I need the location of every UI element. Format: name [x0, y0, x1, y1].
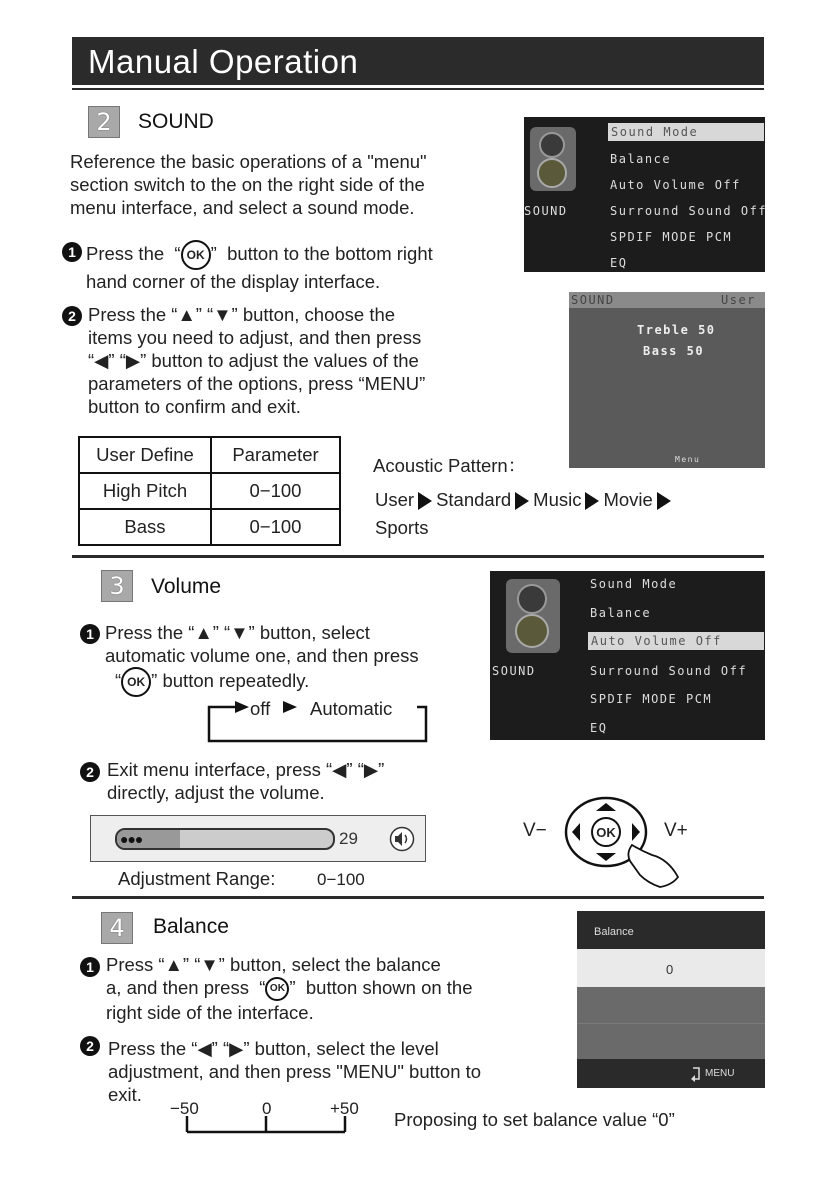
- speaker-icon: [504, 577, 564, 657]
- step-text: Exit menu interface, press “◀” “▶”: [107, 759, 385, 780]
- page-header: [72, 37, 764, 85]
- table-cell: 0−100: [211, 509, 340, 545]
- mode-movie: Movie: [603, 489, 653, 510]
- mode-sports: Sports: [375, 517, 429, 538]
- step-text: Press the: [86, 242, 165, 264]
- step-text: button to confirm and exit.: [88, 396, 301, 417]
- scale-max: +50: [330, 1099, 359, 1118]
- table-cell: Bass: [79, 509, 211, 545]
- menu-item[interactable]: SPDIF MODE PCM: [610, 230, 733, 244]
- volume-step2: [107, 758, 497, 804]
- step-text: parameters of the options, press “MENU”: [88, 373, 426, 394]
- arrow-right-icon: [418, 492, 432, 510]
- speaker-volume-icon: [389, 826, 415, 852]
- step-text: items you need to adjust, and then press: [88, 327, 422, 348]
- arrow-right-icon: [657, 492, 671, 510]
- cycle-automatic: Automatic: [310, 698, 393, 719]
- intro-line: section switch to the on the right side of the: [70, 174, 425, 195]
- section-number-badge: 2: [88, 106, 120, 138]
- screen-footer: Menu: [675, 455, 701, 464]
- range-label: Adjustment Range:: [118, 868, 276, 889]
- menu-item[interactable]: Auto Volume Off: [610, 178, 741, 192]
- menu-item[interactable]: EQ: [590, 721, 608, 735]
- step-number: 2: [62, 306, 82, 326]
- acoustic-pattern-cycle: [375, 486, 775, 542]
- arrow-right-icon: [515, 492, 529, 510]
- section-divider: [72, 555, 764, 558]
- balance-screen-title: Balance: [594, 926, 634, 938]
- ok-button-icon: OK: [181, 240, 211, 270]
- menu-item-selected[interactable]: Auto Volume Off: [588, 632, 764, 650]
- intro-line: menu interface, and select a sound mode.: [70, 197, 415, 218]
- ok-button-icon: OK: [265, 977, 289, 1001]
- step-number: 2: [80, 1036, 100, 1056]
- volume-slider[interactable]: ●●●: [115, 828, 335, 850]
- step-text: a, and then press: [106, 977, 249, 998]
- sound-menu-screen: [524, 117, 768, 272]
- remote-ok-label: OK: [596, 825, 616, 840]
- step-text: button to the bottom right: [227, 242, 433, 264]
- arrow-right-icon: [585, 492, 599, 510]
- section-divider: [72, 896, 764, 899]
- screen-title: SOUND: [571, 293, 615, 307]
- speaker-icon: [528, 125, 580, 195]
- range-value: 0−100: [317, 870, 365, 889]
- sound-step1: Press the “ OK ” button to the bottom right hand corner of the display interface.: [86, 240, 516, 293]
- section-number-badge: 4: [101, 912, 133, 944]
- treble-value: Treble 50: [637, 323, 716, 337]
- step-number: 1: [80, 957, 100, 977]
- volume-up-label: V+: [664, 820, 688, 841]
- step-number: 1: [62, 242, 82, 262]
- table-row: [79, 509, 340, 545]
- menu-item[interactable]: Balance: [590, 606, 652, 620]
- scale-mid: 0: [262, 1099, 272, 1118]
- balance-screen-footer: MENU: [705, 1068, 735, 1079]
- ok-button-icon: OK: [121, 667, 151, 697]
- table-cell: High Pitch: [79, 473, 211, 509]
- balance-note: Proposing to set balance value “0”: [394, 1109, 675, 1130]
- page-title: Manual Operation: [88, 43, 359, 80]
- menu-label: SOUND: [492, 664, 536, 678]
- step-text: adjustment, and then press "MENU" button to: [108, 1061, 482, 1082]
- menu-item[interactable]: Surround Sound Off: [590, 664, 748, 678]
- acoustic-pattern-label: Acoustic Pattern：: [373, 455, 527, 476]
- step-text: exit.: [108, 1084, 142, 1105]
- step-text: “◀” “▶” button to adjust the values of the: [88, 350, 419, 371]
- mode-user: User: [375, 489, 415, 510]
- balance-step1: Press “▲” “▼” button, select the balance a, and then press “ OK ” button shown on the right side of the interface.: [106, 953, 566, 1024]
- menu-item[interactable]: Surround Sound Off: [610, 204, 768, 218]
- step-text: Press the “◀” “▶” button, select the level: [108, 1038, 439, 1059]
- bass-value: Bass 50: [643, 344, 705, 358]
- menu-item-selected[interactable]: Sound Mode: [608, 123, 764, 141]
- step-text: automatic volume one, and then press: [105, 645, 419, 666]
- volume-step1: Press the “▲” “▼” button, select automatic volume one, and then press “ OK ” button repeatedly.: [105, 621, 495, 697]
- sound-intro: [70, 150, 510, 219]
- volume-menu-screen: [490, 571, 765, 740]
- step-text: right side of the interface.: [106, 1002, 314, 1024]
- scale-min: −50: [170, 1099, 199, 1118]
- step-text: button shown on the: [305, 977, 473, 998]
- cycle-off: off: [250, 698, 271, 719]
- table-row: [79, 473, 340, 509]
- step-text: Press the “▲” “▼” button, select: [105, 622, 370, 643]
- header-rule: [72, 88, 764, 90]
- balance-step2: [108, 1037, 568, 1106]
- table-header-row: [79, 437, 340, 473]
- remote-dpad-icon: [560, 795, 690, 890]
- table-header: Parameter: [211, 437, 340, 473]
- section-title-volume: Volume: [151, 575, 222, 598]
- menu-item[interactable]: SPDIF MODE PCM: [590, 692, 713, 706]
- step-text: Press the “▲” “▼” button, choose the: [88, 304, 396, 325]
- section-title-balance: Balance: [153, 915, 229, 938]
- step-number: 2: [80, 762, 100, 782]
- menu-item[interactable]: EQ: [610, 256, 628, 270]
- step-text: button repeatedly.: [162, 669, 310, 691]
- user-sound-screen: [569, 292, 765, 468]
- menu-item[interactable]: Balance: [610, 152, 672, 166]
- return-icon: [690, 1066, 702, 1082]
- mode-music: Music: [533, 489, 582, 510]
- screen-mode: User: [721, 293, 756, 307]
- step-number: 1: [80, 624, 100, 644]
- step-text: directly, adjust the volume.: [107, 782, 325, 803]
- step-text: hand corner of the display interface.: [86, 271, 381, 292]
- sound-step2: [88, 303, 528, 418]
- volume-value: 29: [339, 829, 358, 848]
- mode-standard: Standard: [436, 489, 512, 510]
- table-cell: 0−100: [211, 473, 340, 509]
- volume-down-label: V−: [523, 820, 547, 841]
- balance-screen-value: 0: [666, 962, 674, 977]
- parameter-table: [78, 436, 341, 546]
- intro-line: Reference the basic operations of a "menu": [70, 151, 427, 172]
- section-title-sound: SOUND: [138, 110, 214, 133]
- step-text: Press “▲” “▼” button, select the balance: [106, 954, 441, 975]
- volume-bar-panel: [90, 815, 426, 862]
- balance-scale: [183, 1114, 349, 1136]
- menu-label: SOUND: [524, 204, 568, 218]
- section-number-badge: 3: [101, 570, 133, 602]
- menu-item[interactable]: Sound Mode: [590, 577, 678, 591]
- balance-screen: [577, 911, 765, 1088]
- table-header: User Define: [79, 437, 211, 473]
